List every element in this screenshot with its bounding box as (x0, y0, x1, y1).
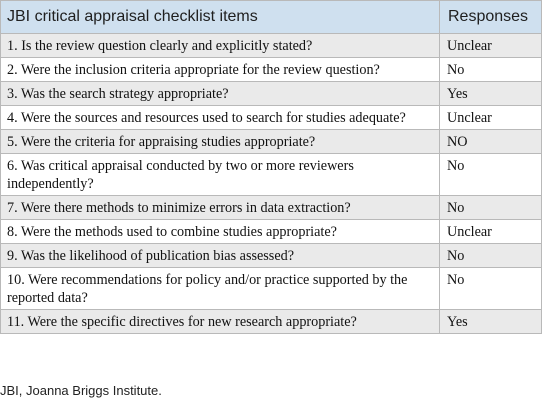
response-value: No (440, 154, 542, 196)
checklist-item: 9. Was the likelihood of publication bias assessed? (1, 244, 440, 268)
checklist-item: 4. Were the sources and resources used to search for studies adequate? (1, 106, 440, 130)
checklist-item: 3. Was the search strategy appropriate? (1, 82, 440, 106)
checklist-item: 7. Were there methods to minimize errors in data extraction? (1, 196, 440, 220)
response-value: No (440, 58, 542, 82)
response-value: No (440, 268, 542, 310)
table-row (1, 310, 542, 334)
table-row (1, 82, 542, 106)
table-footnote: JBI, Joanna Briggs Institute. (0, 383, 162, 398)
table-row (1, 244, 542, 268)
checklist-item: 1. Is the review question clearly and explicitly stated? (1, 34, 440, 58)
column-header-responses: Responses (440, 1, 542, 34)
table-row (1, 268, 542, 310)
checklist-item: 11. Were the specific directives for new research appropriate? (1, 310, 440, 334)
response-value: Yes (440, 310, 542, 334)
table-row (1, 130, 542, 154)
checklist-item: 5. Were the criteria for appraising studies appropriate? (1, 130, 440, 154)
response-value: Yes (440, 82, 542, 106)
response-value: No (440, 196, 542, 220)
table-row (1, 58, 542, 82)
checklist-item: 10. Were recommendations for policy and/or practice supported by the reported data? (1, 268, 440, 310)
checklist-item: 6. Was critical appraisal conducted by two or more reviewers independently? (1, 154, 440, 196)
response-value: Unclear (440, 106, 542, 130)
response-value: Unclear (440, 220, 542, 244)
column-header-items: JBI critical appraisal checklist items (1, 1, 440, 34)
response-value: NO (440, 130, 542, 154)
table-row (1, 34, 542, 58)
response-value: No (440, 244, 542, 268)
table-row (1, 106, 542, 130)
table-row (1, 154, 542, 196)
table-row (1, 196, 542, 220)
checklist-item: 2. Were the inclusion criteria appropriate for the review question? (1, 58, 440, 82)
table-header-row (1, 1, 542, 34)
checklist-item: 8. Were the methods used to combine studies appropriate? (1, 220, 440, 244)
table-row (1, 220, 542, 244)
response-value: Unclear (440, 34, 542, 58)
